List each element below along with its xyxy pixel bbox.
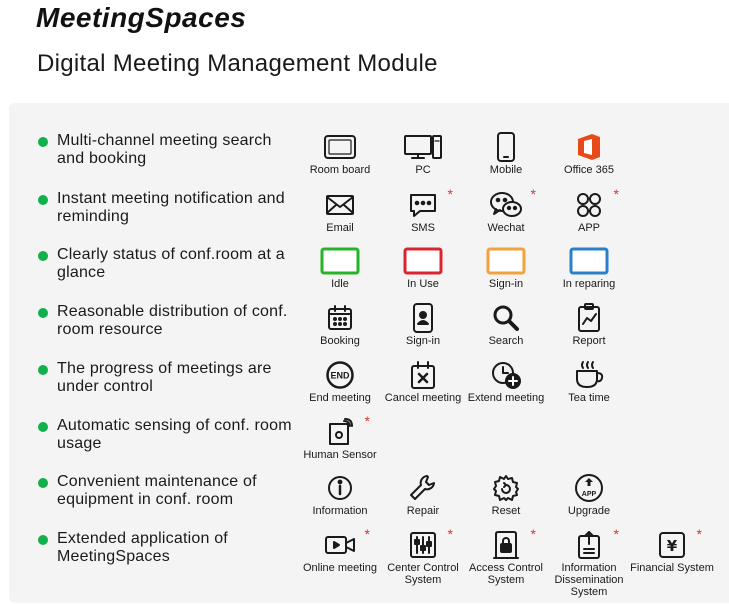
feature-text: Convenient maintenance of equipment in conf. room (57, 473, 257, 508)
feature-text: Clearly status of conf.room at a glance (57, 246, 285, 281)
channel-item-center-control-system (381, 526, 465, 586)
green-bullet-icon (38, 195, 48, 205)
asterisk-mark: * (530, 186, 536, 202)
control-panel-icon (403, 526, 453, 560)
asterisk-mark: * (613, 186, 619, 202)
yen-icon (652, 526, 702, 560)
channel-item-access-control-system (464, 526, 548, 586)
channel-item-app (547, 186, 631, 234)
item-label: Information (312, 505, 368, 517)
item-label: Human Sensor (303, 449, 377, 461)
channel-item-sign-in (464, 246, 548, 290)
item-label: Reset (491, 505, 521, 517)
item-label: Sign-in (488, 278, 524, 290)
channel-item-sms (381, 186, 465, 234)
item-label: PC (415, 164, 431, 176)
channel-item-mobile (464, 132, 548, 176)
video-camera-icon (320, 526, 370, 560)
item-label: Access Control System (469, 562, 543, 586)
svg-text:APP: APP (581, 491, 597, 498)
upload-doc-icon (569, 526, 619, 560)
clipboard-chart-icon (569, 303, 609, 333)
feature-text: Reasonable distribution of conf. room resource (57, 303, 288, 338)
asterisk-mark: * (696, 526, 702, 542)
page-subtitle: Digital Meeting Management Module (37, 50, 438, 77)
item-label: Information Dissemination System (554, 562, 624, 598)
item-label: Office 365 (564, 164, 614, 176)
item-label: End meeting (309, 392, 371, 404)
channel-item-repair (381, 473, 465, 517)
calendar-x-icon (403, 360, 443, 390)
green-bullet-icon (38, 308, 48, 318)
app-upgrade-icon (569, 473, 609, 503)
magnifier-icon (486, 303, 526, 333)
item-label: SMS (411, 222, 435, 234)
feature-text: The progress of meetings are under control (57, 360, 272, 395)
wrench-icon (403, 473, 443, 503)
envelope-icon (320, 190, 360, 220)
item-label: Extend meeting (467, 392, 545, 404)
door-lock-icon (486, 526, 536, 560)
item-label: Report (572, 335, 606, 347)
app-grid-icon (569, 186, 619, 220)
green-bullet-icon (38, 422, 48, 432)
green-bullet-icon (38, 535, 48, 545)
channel-item-in-reparing (547, 246, 631, 290)
item-label: Sign-in (405, 335, 441, 347)
channel-item-online-meeting (298, 526, 382, 574)
asterisk-mark: * (447, 186, 453, 202)
svg-text:END: END (330, 370, 350, 381)
item-label: Online meeting (303, 562, 377, 574)
feature-text: Extended application of MeetingSpaces (57, 530, 228, 565)
gear-reset-icon (486, 473, 526, 503)
item-label: Tea time (568, 392, 610, 404)
channel-item-in-use (381, 246, 465, 290)
item-label: In Use (407, 278, 439, 290)
mobile-phone-icon (486, 132, 526, 162)
item-label: APP (577, 222, 600, 234)
channel-item-information-dissemination-system (547, 526, 631, 598)
phone-person-icon (403, 303, 443, 333)
channel-item-booking (298, 303, 382, 347)
item-label: In reparing (562, 278, 616, 290)
channel-item-end-meeting (298, 360, 382, 404)
item-label: Mobile (489, 164, 523, 176)
status-in-use-icon (403, 246, 443, 276)
channel-item-upgrade (547, 473, 631, 517)
channel-item-financial-system (630, 526, 714, 574)
channel-item-report (547, 303, 631, 347)
channel-item-wechat (464, 186, 548, 234)
item-label: Search (488, 335, 524, 347)
asterisk-mark: * (364, 413, 370, 429)
feature-text: Instant meeting notification and reminding (57, 190, 285, 225)
green-bullet-icon (38, 137, 48, 147)
channel-item-idle (298, 246, 382, 290)
clock-plus-icon (486, 360, 526, 390)
channel-item-room-board (298, 132, 382, 176)
green-bullet-icon (38, 365, 48, 375)
tea-cup-icon (569, 360, 609, 390)
sms-bubble-icon (403, 186, 453, 220)
channel-item-sign-in (381, 303, 465, 347)
item-label: Wechat (487, 222, 525, 234)
end-badge-icon (320, 360, 360, 390)
channel-item-office-365 (547, 132, 631, 176)
info-circle-icon (320, 473, 360, 503)
channel-item-pc (381, 132, 465, 176)
feature-text: Multi-channel meeting search and booking (57, 132, 272, 167)
item-label: Center Control System (387, 562, 459, 586)
status-idle-icon (320, 246, 360, 276)
green-bullet-icon (38, 251, 48, 261)
item-label: Room board (309, 164, 371, 176)
green-bullet-icon (38, 478, 48, 488)
item-label: Repair (406, 505, 440, 517)
asterisk-mark: * (447, 526, 453, 542)
item-label: Idle (331, 278, 349, 290)
status-repairing-icon (569, 246, 609, 276)
asterisk-mark: * (613, 526, 619, 542)
asterisk-mark: * (364, 526, 370, 542)
calendar-icon (320, 303, 360, 333)
item-label: Booking (320, 335, 360, 347)
svg-text:¥: ¥ (666, 537, 678, 555)
channel-item-reset (464, 473, 548, 517)
office365-icon (569, 132, 609, 162)
status-sign-in-icon (486, 246, 526, 276)
asterisk-mark: * (530, 526, 536, 542)
item-label: Financial System (630, 562, 714, 574)
wechat-icon (486, 186, 536, 220)
channel-item-tea-time (547, 360, 631, 404)
desktop-pc-icon (403, 132, 443, 162)
sensor-icon (320, 413, 370, 447)
item-label: Cancel meeting (384, 392, 462, 404)
brand-title: MeetingSpaces (36, 2, 247, 33)
feature-text: Automatic sensing of conf. room usage (57, 417, 292, 452)
tablet-icon (320, 132, 360, 162)
item-label: Email (326, 222, 354, 234)
item-label: Upgrade (567, 505, 611, 517)
channel-item-email (298, 190, 382, 234)
channel-item-search (464, 303, 548, 347)
channel-item-extend-meeting (464, 360, 548, 404)
channel-item-human-sensor (298, 413, 382, 461)
channel-item-information (298, 473, 382, 517)
channel-item-cancel-meeting (381, 360, 465, 404)
